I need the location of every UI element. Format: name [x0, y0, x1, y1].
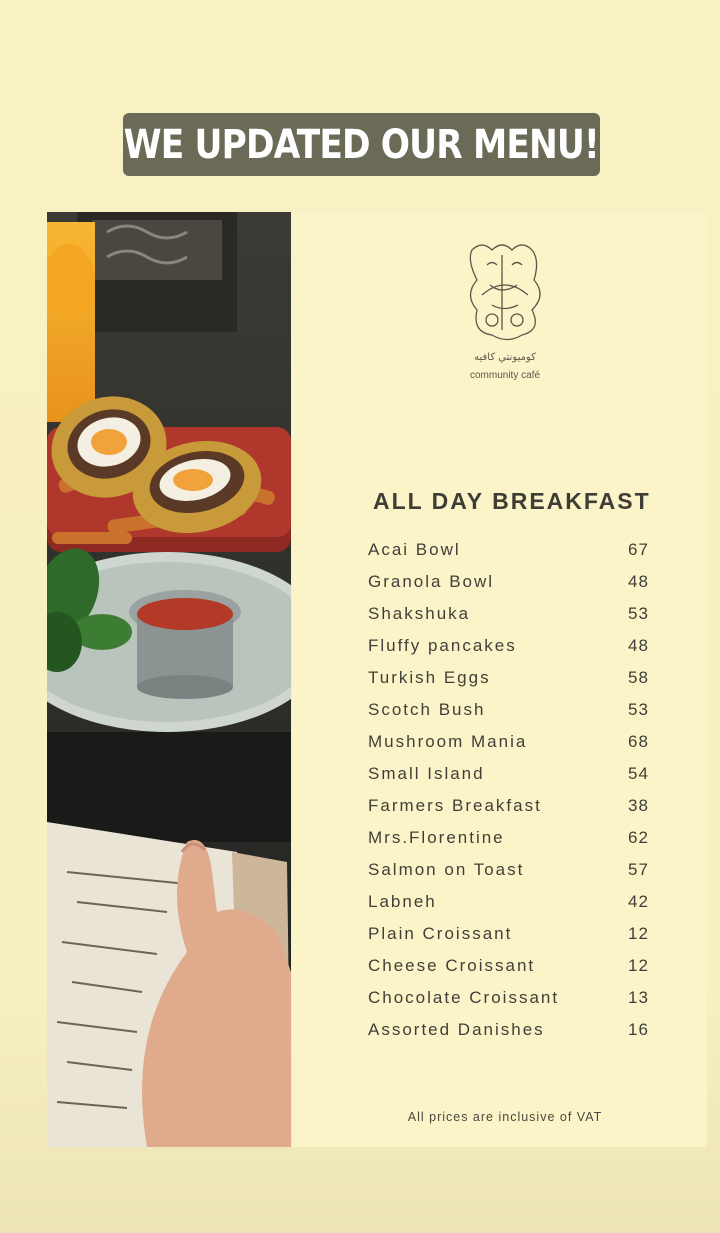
- menu-item: [368, 758, 658, 790]
- menu-item: [368, 662, 658, 694]
- menu-item-price: 53: [628, 604, 649, 623]
- menu-item: [368, 1014, 658, 1046]
- menu-item-name: Granola Bowl: [368, 572, 495, 591]
- menu-item-name: Fluffy pancakes: [368, 636, 517, 655]
- menu-item: [368, 598, 658, 630]
- menu-item: [368, 694, 658, 726]
- menu-item: [368, 854, 658, 886]
- menu-item-price: 48: [628, 636, 649, 655]
- menu-item-price: 38: [628, 796, 649, 815]
- menu-item: [368, 726, 658, 758]
- menu-item-name: Shakshuka: [368, 604, 471, 623]
- menu-item-price: 13: [628, 988, 649, 1007]
- menu-item-price: 62: [628, 828, 649, 847]
- food-photo-illustration: [47, 212, 291, 1147]
- menu-item-name: Assorted Danishes: [368, 1020, 545, 1039]
- vat-footnote: All prices are inclusive of VAT: [407, 1110, 603, 1124]
- logo-arabic-name: كوميونتي كافيه: [474, 352, 536, 363]
- menu-item-name: Cheese Croissant: [368, 956, 536, 975]
- menu-item-price: 53: [628, 700, 649, 719]
- menu-item-name: Chocolate Croissant: [368, 988, 560, 1007]
- headline-banner: [123, 113, 600, 176]
- menu-item-price: 58: [628, 668, 649, 687]
- menu-item: [368, 534, 658, 566]
- menu-item-name: Turkish Eggs: [368, 668, 491, 687]
- menu-item: [368, 950, 658, 982]
- menu-item: [368, 790, 658, 822]
- menu-item: [368, 918, 658, 950]
- menu-item-name: Farmers Breakfast: [368, 796, 542, 815]
- menu-item: [368, 566, 658, 598]
- menu-item: [368, 630, 658, 662]
- menu-item-name: Mrs.Florentine: [368, 828, 505, 847]
- menu-items-list: [368, 534, 658, 1046]
- logo-english-name: community café: [469, 370, 541, 381]
- menu-item-price: 48: [628, 572, 649, 591]
- menu-item-price: 67: [628, 540, 649, 559]
- menu-item-price: 68: [628, 732, 649, 751]
- menu-item-name: Salmon on Toast: [368, 860, 525, 879]
- menu-item-price: 42: [628, 892, 649, 911]
- menu-item-name: Labneh: [368, 892, 437, 911]
- cafe-logo-icon: [462, 240, 548, 346]
- menu-item-name: Plain Croissant: [368, 924, 513, 943]
- menu-item: [368, 982, 658, 1014]
- menu-item: [368, 822, 658, 854]
- menu-item: [368, 886, 658, 918]
- menu-item-name: Mushroom Mania: [368, 732, 528, 751]
- menu-item-price: 12: [628, 956, 649, 975]
- food-photo: [47, 212, 291, 1147]
- menu-item-name: Scotch Bush: [368, 700, 486, 719]
- menu-item-price: 57: [628, 860, 649, 879]
- headline-text: WE UPDATED OUR MENU!: [123, 121, 600, 168]
- menu-item-price: 12: [628, 924, 649, 943]
- menu-item-name: Acai Bowl: [368, 540, 461, 559]
- menu-item-price: 16: [628, 1020, 649, 1039]
- menu-item-price: 54: [628, 764, 649, 783]
- menu-item-name: Small Island: [368, 764, 485, 783]
- section-title: ALL DAY BREAKFAST: [373, 488, 651, 514]
